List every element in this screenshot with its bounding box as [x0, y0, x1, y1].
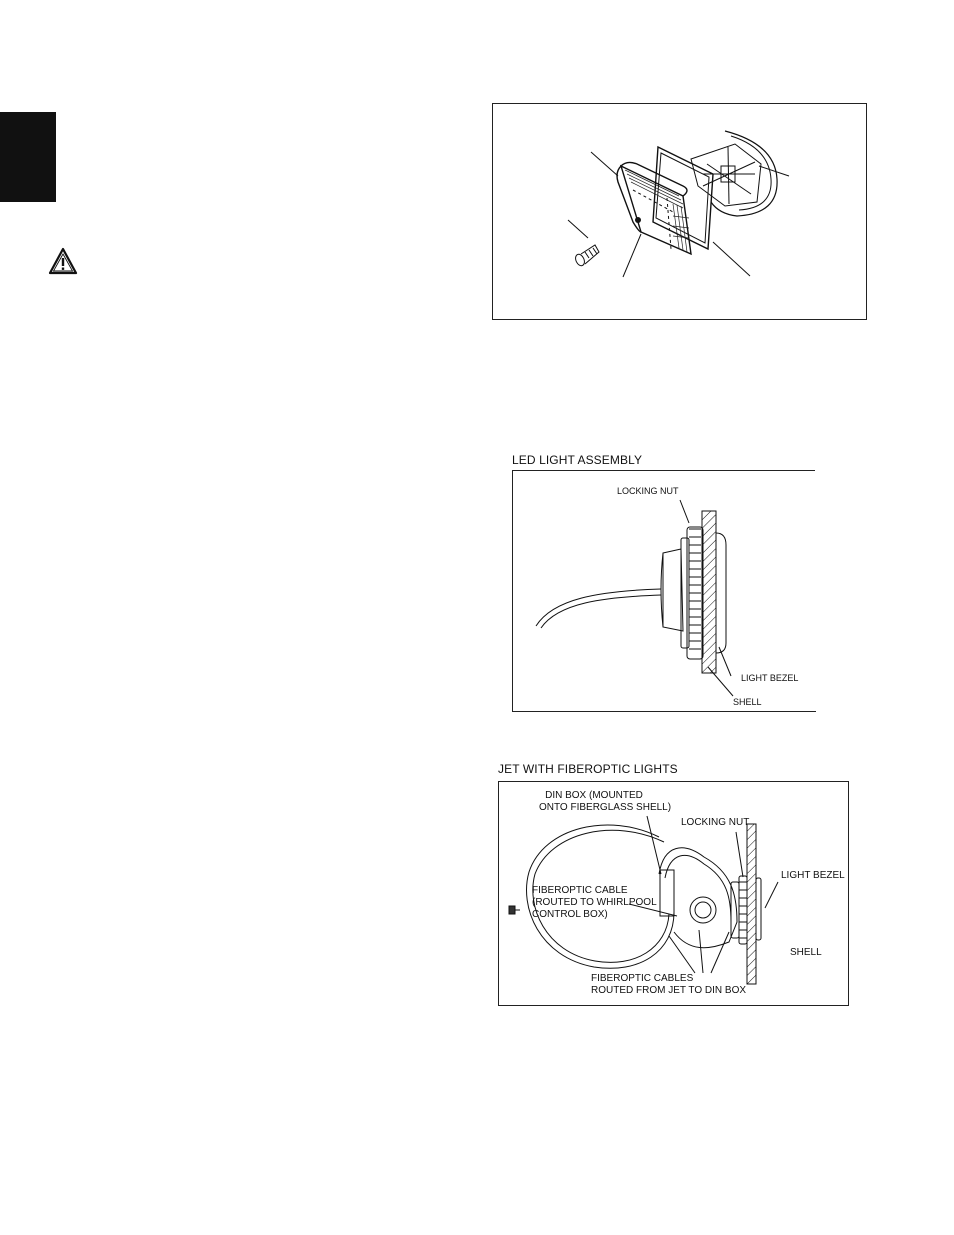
jet-label-fiberoptic-cable: FIBEROPTIC CABLE (ROUTED TO WHIRLPOOL CONTROL BOX) [532, 885, 657, 920]
led-label-locking-nut: LOCKING NUT [617, 486, 679, 496]
figure-led-assembly [512, 471, 815, 712]
jet-label-din-box: DIN BOX (MOUNTED ONTO FIBERGLASS SHELL) [539, 790, 672, 813]
figure-exploded-light [492, 103, 867, 320]
warning-triangle-icon [48, 247, 78, 275]
jet-label-fiberoptic-cables: FIBEROPTIC CABLES ROUTED FROM JET TO DIN BOX [591, 973, 747, 996]
section-tab [0, 112, 56, 202]
exploded-light-drawing [493, 104, 866, 319]
jet-label-shell: SHELL [790, 947, 822, 958]
led-assembly-bottom-rule [513, 711, 816, 712]
jet-caption: JET WITH FIBEROPTIC LIGHTS [498, 762, 678, 776]
jet-label-locking-nut: LOCKING NUT [681, 817, 750, 828]
led-label-light-bezel: LIGHT BEZEL [741, 673, 799, 683]
led-assembly-caption: LED LIGHT ASSEMBLY [512, 453, 643, 467]
led-label-shell: SHELL [733, 697, 762, 707]
jet-label-light-bezel: LIGHT BEZEL [781, 870, 845, 881]
figure-jet-fiberoptic [498, 781, 849, 1006]
